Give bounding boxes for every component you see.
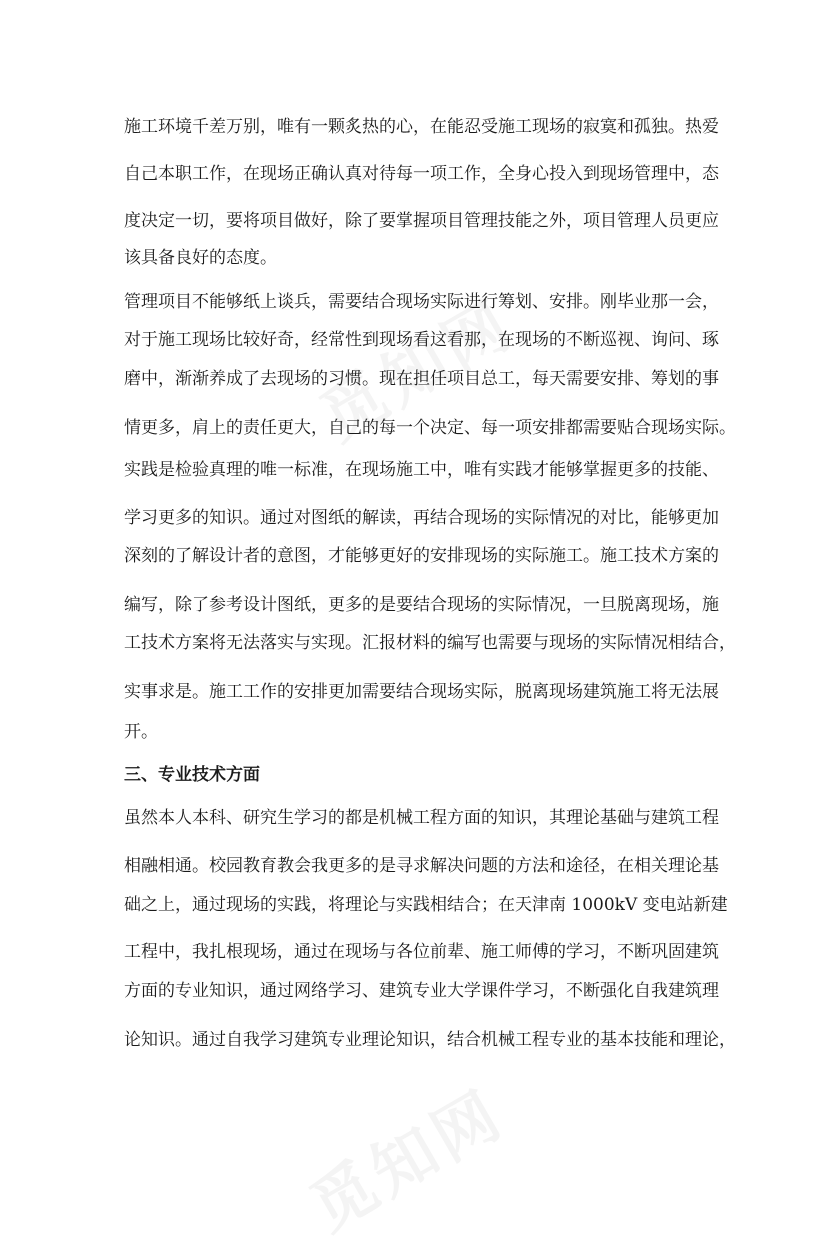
text-line: 实践是检验真理的唯一标准，在现场施工中，唯有实践才能够掌握更多的技能、: [124, 460, 719, 480]
text-line: 虽然本人本科、研究生学习的都是机械工程方面的知识，其理论基础与建筑工程: [124, 808, 719, 828]
text-line: 编写，除了参考设计图纸，更多的是要结合现场的实际情况，一旦脱离现场，施: [124, 595, 719, 615]
text-line: 度决定一切，要将项目做好，除了要掌握项目管理技能之外，项目管理人员更应: [124, 211, 719, 231]
text-line: 自己本职工作，在现场正确认真对待每一项工作，全身心投入到现场管理中，态: [124, 164, 719, 184]
text-line: 深刻的了解设计者的意图，才能够更好的安排现场的实际施工。施工技术方案的: [124, 546, 719, 566]
text-line: 磨中，渐渐养成了去现场的习惯。现在担任项目总工，每天需要安排、筹划的事: [124, 369, 719, 389]
text-line: 方面的专业知识，通过网络学习、建筑专业大学课件学习，不断强化自我建筑理: [124, 981, 719, 1001]
text-line: 论知识。通过自我学习建筑专业理论知识，结合机械工程专业的基本技能和理论，: [124, 1030, 736, 1050]
text-line: 实事求是。施工工作的安排更加需要结合现场实际，脱离现场建筑施工将无法展: [124, 682, 719, 702]
text-line: 相融相通。校园教育教会我更多的是寻求解决问题的方法和途径，在相关理论基: [124, 856, 719, 876]
text-line: 施工环境千差万别，唯有一颗炙热的心，在能忍受施工现场的寂寞和孤独。热爱: [124, 117, 719, 137]
section-heading: 三、专业技术方面: [124, 765, 260, 785]
watermark: [291, 1064, 519, 1248]
text-line: 础之上，通过现场的实践，将理论与实践相结合；在天津南 1000kV 变电站新建: [124, 895, 728, 915]
text-line: 该具备良好的态度。: [124, 248, 277, 268]
text-line: 管理项目不能够纸上谈兵，需要结合现场实际进行筹划、安排。刚毕业那一会，: [124, 292, 719, 312]
text-line: 工程中，我扎根现场，通过在现场与各位前辈、施工师傅的学习，不断巩固建筑: [124, 942, 719, 962]
text-line: 对于施工现场比较好奇，经常性到现场看这看那，在现场的不断巡视、询问、琢: [124, 330, 719, 350]
text-line: 开。: [124, 722, 158, 742]
text-line: 情更多，肩上的责任更大，自己的每一个决定、每一项安排都需要贴合现场实际。: [124, 418, 736, 438]
text-line: 工技术方案将无法落实与实现。汇报材料的编写也需要与现场的实际情况相结合，: [124, 633, 736, 653]
text-line: 学习更多的知识。通过对图纸的解读，再结合现场的实际情况的对比，能够更加: [124, 508, 719, 528]
